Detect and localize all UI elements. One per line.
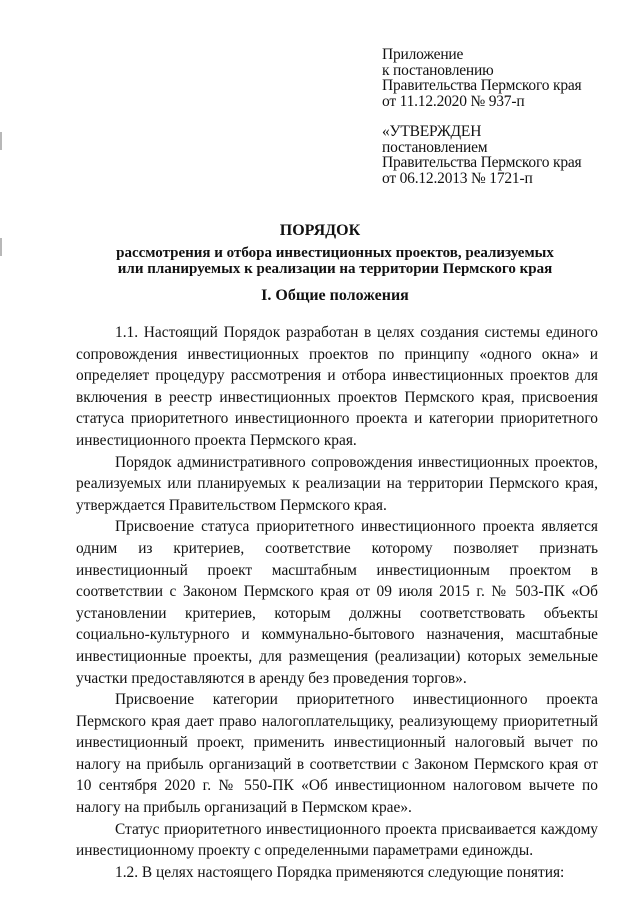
- approval-line: Правительства Пермского края: [382, 154, 582, 171]
- paragraph: Присвоение категории приоритетного инвестиционного проекта Пермского края дает право налогоплательщику, реализующему приоритетный инвестиционный проект, применить инвестиционный налоговый вычет по налогу на прибыль организаций в соответствии с Законом Пермского края от 10 сентября 2020 г. № 550-ПК «Об инвестиционном налоговом вычете по налогу на прибыль организаций в Пермском крае».: [76, 691, 598, 817]
- appendix-line: от 11.12.2020 № 937-п: [382, 92, 525, 110]
- approval-line: от 06.12.2013 № 1721-п: [382, 169, 533, 187]
- appendix-line: Приложение: [382, 46, 464, 63]
- appendix-line: к постановлению: [382, 61, 494, 79]
- subtitle-line: или планируемых к реализации на территории Пермского края: [117, 261, 553, 277]
- paragraph: Порядок административного сопровождения инвестиционных проектов, реализуемых или планируемых к реализации на территории Пермского края, утверждается Правительством Пермского края.: [76, 453, 598, 514]
- paragraph: Присвоение статуса приоритетного инвестиционного проекта является одним из критериев, соответствие которому позволяет признать инвестиционный проект масштабным инвестиционным проектом в соответствии с Законом Пермского края от 09 июля 2015 г. № 503-ПК «Об установлении критериев, которым должны соответствовать объекты социально-культурного и коммунально-бытового назначения, масштабные инвестиционные проекты, для размещения (реализации) которых земельные участки предоставляются в аренду без проведения торгов».: [76, 518, 598, 687]
- section-heading: I. Общие положения: [261, 287, 409, 304]
- paragraph: 1.1. Настоящий Порядок разработан в целях создания системы единого сопровождения инвестиционных проектов по принципу «одного окна» и определяет процедуру рассмотрения и отбора инвестиционных проектов для включения в реестр инвестиционных проектов Пермского края, присвоения статуса приоритетного инвестиционного проекта и категории приоритетного инвестиционного проекта Пермского края.: [76, 324, 598, 449]
- approval-line: «УТВЕРЖДЕН: [382, 123, 482, 140]
- approval-block: [382, 124, 632, 186]
- document-title: ПОРЯДОК: [279, 222, 361, 239]
- scan-edge-mark: [0, 132, 2, 150]
- document-subtitle: [70, 245, 600, 277]
- appendix-line: Правительства Пермского края: [382, 77, 582, 94]
- subtitle-line: рассмотрения и отбора инвестиционных проектов, реализуемых: [116, 245, 554, 261]
- paragraph: 1.2. В целях настоящего Порядка применяются следующие понятия:: [115, 863, 565, 881]
- paragraph: Статус приоритетного инвестиционного проекта присваивается каждому инвестиционному проекту с определенными параметрами единожды.: [76, 820, 598, 860]
- scan-edge-mark: [0, 238, 2, 256]
- appendix-block: [382, 47, 632, 109]
- approval-line: постановлением: [382, 138, 488, 156]
- document-body: [76, 322, 598, 883]
